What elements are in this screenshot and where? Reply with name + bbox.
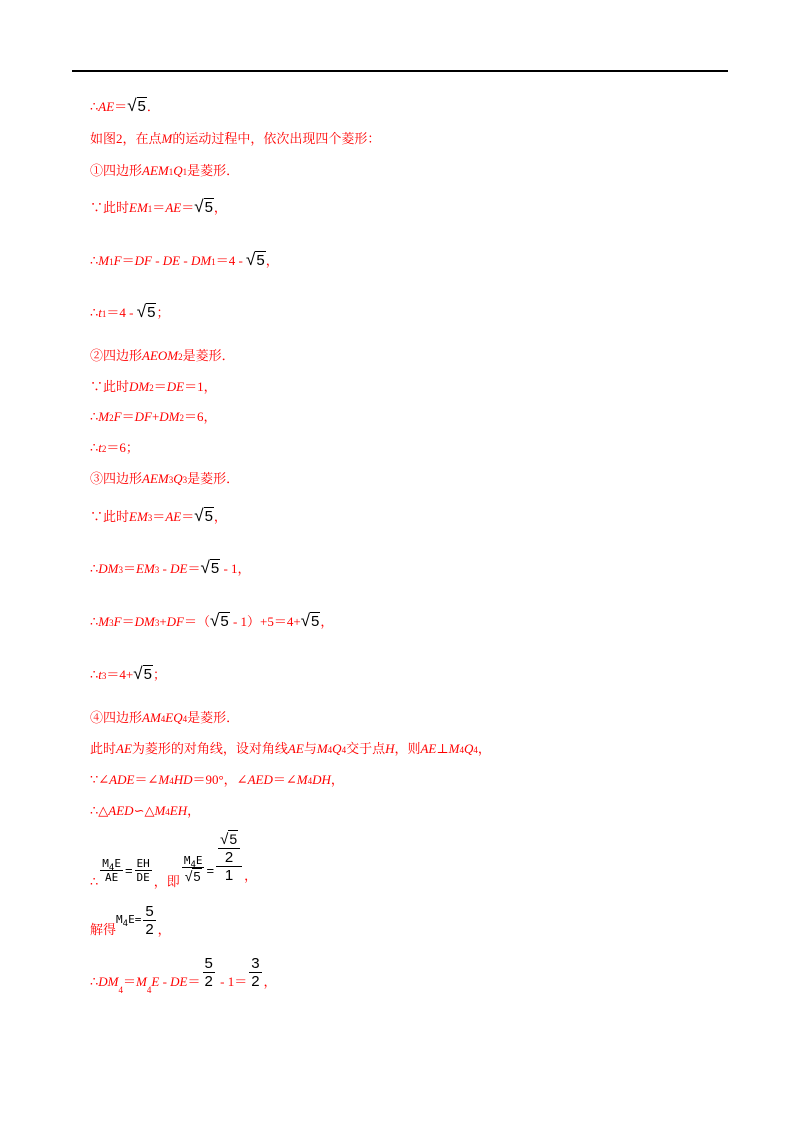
fraction-5-over-2: $\frac{5}{2}$ (145, 903, 154, 938)
line-17: 此时 AE 为菱形的对角线，设对角线 AE 与 M 4 Q 4 交于点 H ，则 AE ⊥ M 4 Q 4 ， (90, 741, 491, 756)
sqrt-5: √5 (127, 96, 146, 115)
line-11: ③四边形 AEM 3 Q 3 是菱形． (90, 471, 240, 486)
sqrt-5: √5 (133, 664, 152, 683)
sqrt-5: √5 (246, 250, 265, 269)
sqrt-5: √5 (200, 558, 220, 577)
line-9: ∴ M 2 F ＝ DF + DM 2 ＝6， (90, 409, 217, 424)
fraction-m4e-over-sqrt5: $\frac{M_4E}{√5}$ (183, 854, 203, 884)
line-14: ∴ M 3 F ＝ DM 3 + DF ＝（ √5 - 1）+5＝4+ √5 ， (90, 611, 334, 630)
line-19: ∴△ AED ∽△ M 4 EH ， (90, 803, 201, 818)
header-rule (72, 70, 728, 72)
line-22: ∴ DM 4 ＝ M 4 E - DE ＝ $\frac{5}{2}$ - 1＝ $\frac{3}{2}$ ， (90, 955, 277, 995)
line-13: ∴ DM 3 ＝ EM 3 - DE ＝ √5 - 1， (90, 558, 251, 577)
sqrt-5: √5 (194, 506, 213, 525)
fraction-3-over-2: $\frac{3}{2}$ (251, 955, 260, 990)
line-15: ∴ t 3 ＝4+ √5 ； (90, 664, 166, 683)
sqrt-5: √5 (194, 197, 213, 216)
fraction-sqrt5-over-2-over-1: $\frac{\frac{√5}{2}}{1}$ (216, 831, 242, 884)
sqrt-5: √5 (300, 611, 320, 630)
sqrt-5: √5 (136, 302, 156, 321)
fraction-eh-over-de: $\frac{EH}{DE}$ (136, 857, 150, 884)
line-12: ∵此时 EM 3 ＝ AE ＝ √5 ， (90, 506, 227, 525)
line-7: ②四边形 AEOM 2 是菱形． (90, 348, 235, 363)
fraction-5-over-2: $\frac{5}{2}$ (204, 955, 213, 990)
line-10: ∴ t 2 ＝6； (90, 440, 139, 455)
line-8: ∵此时 DM 2 ＝ DE ＝1， (90, 379, 217, 394)
line-1: ∴ AE ＝ √5 ． (90, 96, 160, 115)
sqrt-5: √5 (210, 611, 229, 630)
line-5: ∴ M 1 F ＝ DF - DE - DM 1 ＝4 - √5 ， (90, 250, 279, 269)
line-21: 解得 $M_4E=$ $\frac{5}{2}$ ， (90, 903, 171, 938)
line-16: ④四边形 AM 4 EQ 4 是菱形． (90, 710, 240, 725)
fraction-m4e-over-ae: $\frac{M_4E}{AE}$ (102, 857, 121, 884)
line-18: ∵∠ ADE ＝∠ M 4 HD ＝90°，∠ AED ＝∠ M 4 DH ， (90, 772, 344, 787)
line-4: ∵此时 EM 1 ＝ AE ＝ √5 ， (90, 197, 227, 216)
line-6: ∴ t 1 ＝4 - √5 ； (90, 302, 170, 321)
line-3: ①四边形 AEM 1 Q 1 是菱形． (90, 163, 240, 178)
line-2: 如图2，在点 M 的运动过程中，依次出现四个菱形： (90, 131, 381, 146)
line-20: ∴ $\frac{M_4E}{AE}$ = $\frac{EH}{DE}$ ，即 $\frac{M_4E}{√5}$ = $\frac{\frac{√5}{2}}{1}$ ， (90, 831, 258, 889)
